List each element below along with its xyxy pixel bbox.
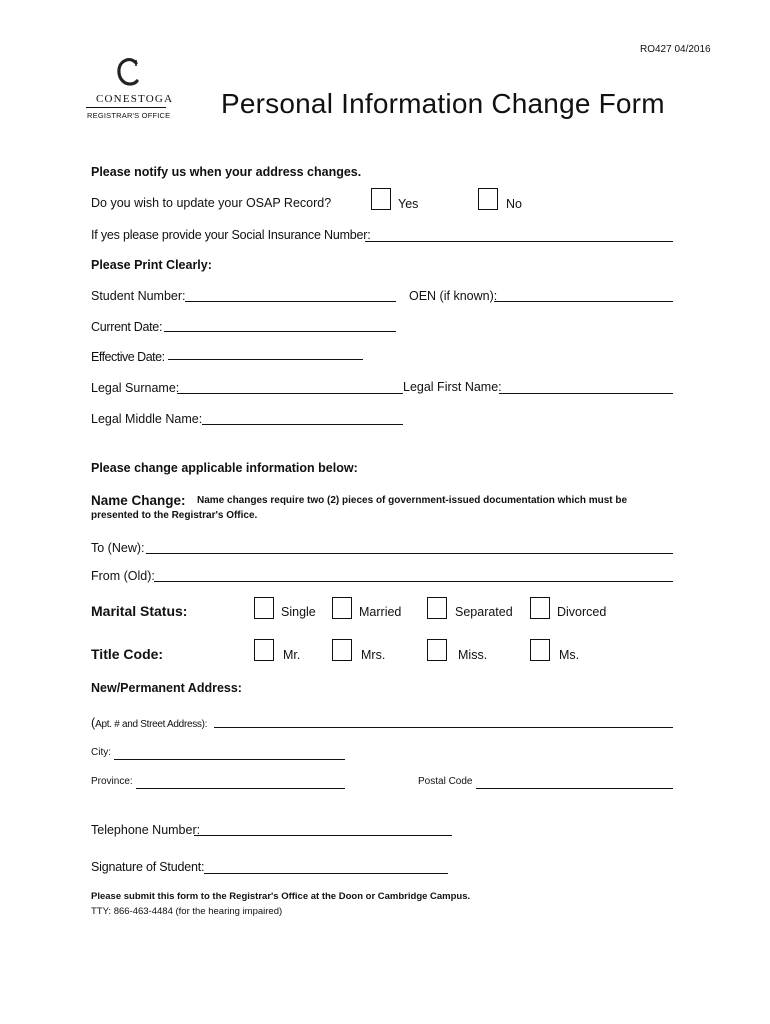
logo-office: REGISTRAR'S OFFICE bbox=[87, 111, 171, 120]
separated-checkbox[interactable] bbox=[427, 597, 447, 619]
miss-checkbox[interactable] bbox=[427, 639, 447, 661]
change-heading: Please change applicable information below: bbox=[91, 461, 358, 475]
separated-label: Separated bbox=[455, 605, 513, 619]
conestoga-c-icon bbox=[116, 58, 140, 86]
single-label: Single bbox=[281, 605, 316, 619]
legal-first-name-label: Legal First Name: bbox=[403, 380, 502, 394]
to-new-field[interactable] bbox=[146, 553, 673, 554]
mrs-label: Mrs. bbox=[361, 648, 386, 662]
submit-note: Please submit this form to the Registrar's Office at the Doon or Cambridge Campus. bbox=[91, 891, 471, 902]
province-field[interactable] bbox=[136, 788, 345, 789]
tty-note: TTY: 866-463-4484 (for the hearing impaired) bbox=[91, 906, 283, 917]
signature-label: Signature of Student: bbox=[91, 860, 205, 874]
single-checkbox[interactable] bbox=[254, 597, 274, 619]
page-title: Personal Information Change Form bbox=[221, 88, 665, 119]
name-change-note-2: presented to the Registrar's Office. bbox=[91, 510, 258, 521]
divorced-label: Divorced bbox=[557, 605, 607, 619]
sin-label: If yes please provide your Social Insurance Number: bbox=[91, 228, 371, 242]
current-date-label: Current Date: bbox=[91, 320, 163, 334]
street-label: (Apt. # and Street Address): bbox=[91, 716, 208, 730]
sin-field[interactable] bbox=[365, 241, 673, 242]
miss-label: Miss. bbox=[458, 648, 488, 662]
legal-surname-label: Legal Surname: bbox=[91, 381, 180, 395]
legal-middle-name-label: Legal Middle Name: bbox=[91, 412, 203, 426]
oen-label: OEN (if known): bbox=[409, 289, 498, 303]
postal-code-label: Postal Code bbox=[418, 776, 473, 787]
from-old-field[interactable] bbox=[154, 581, 673, 582]
student-number-label: Student Number: bbox=[91, 289, 186, 303]
mrs-checkbox[interactable] bbox=[332, 639, 352, 661]
osap-yes-checkbox[interactable] bbox=[371, 188, 391, 210]
effective-date-label: Effective Date: bbox=[91, 350, 165, 364]
city-field[interactable] bbox=[114, 759, 345, 760]
name-change-note: Name changes require two (2) pieces of government-issued documentation which must be bbox=[197, 495, 628, 506]
form-code: RO427 04/2016 bbox=[640, 44, 711, 55]
divorced-checkbox[interactable] bbox=[530, 597, 550, 619]
osap-no-label: No bbox=[506, 197, 522, 211]
ms-label: Ms. bbox=[559, 648, 580, 662]
legal-first-name-field[interactable] bbox=[499, 393, 673, 394]
mr-checkbox[interactable] bbox=[254, 639, 274, 661]
legal-surname-field[interactable] bbox=[177, 393, 403, 394]
legal-middle-name-field[interactable] bbox=[202, 424, 403, 425]
signature-field[interactable] bbox=[204, 873, 448, 874]
logo-wordmark: CONESTOGA bbox=[96, 93, 174, 105]
city-label: City: bbox=[91, 747, 111, 758]
married-checkbox[interactable] bbox=[332, 597, 352, 619]
to-new-label: To (New): bbox=[91, 541, 145, 555]
marital-status-label: Marital Status: bbox=[91, 603, 188, 619]
title-code-label: Title Code: bbox=[91, 646, 164, 662]
street-field[interactable] bbox=[214, 727, 673, 728]
osap-question: Do you wish to update your OSAP Record? bbox=[91, 196, 332, 210]
logo-rule bbox=[86, 107, 166, 108]
address-heading: New/Permanent Address: bbox=[91, 681, 242, 695]
notify-heading: Please notify us when your address changes. bbox=[91, 165, 362, 179]
osap-no-checkbox[interactable] bbox=[478, 188, 498, 210]
name-change-label: Name Change: bbox=[91, 493, 186, 508]
print-clearly: Please Print Clearly: bbox=[91, 258, 212, 272]
ms-checkbox[interactable] bbox=[530, 639, 550, 661]
current-date-field[interactable] bbox=[164, 331, 396, 332]
oen-field[interactable] bbox=[494, 301, 673, 302]
effective-date-field[interactable] bbox=[168, 359, 363, 360]
mr-label: Mr. bbox=[283, 648, 301, 662]
osap-yes-label: Yes bbox=[398, 197, 419, 211]
telephone-label: Telephone Number: bbox=[91, 823, 201, 837]
telephone-field[interactable] bbox=[194, 835, 452, 836]
student-number-field[interactable] bbox=[185, 301, 396, 302]
from-old-label: From (Old): bbox=[91, 569, 155, 583]
postal-code-field[interactable] bbox=[476, 788, 673, 789]
married-label: Married bbox=[359, 605, 402, 619]
province-label: Province: bbox=[91, 776, 133, 787]
